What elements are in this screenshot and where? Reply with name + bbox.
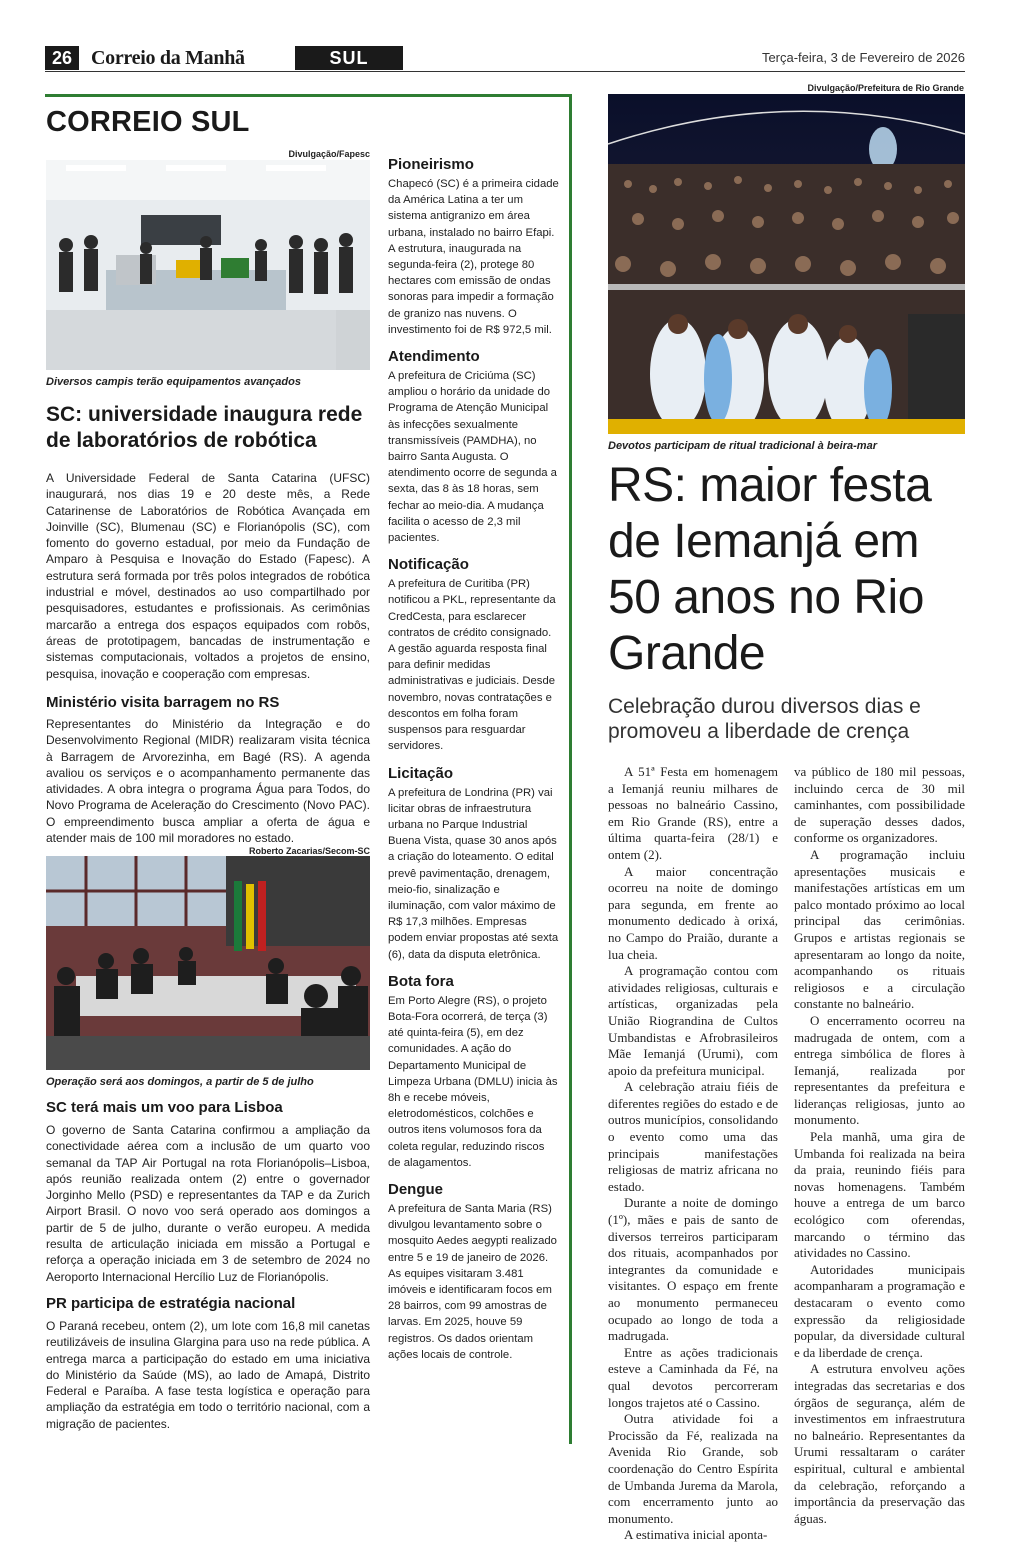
- story-title: PR participa de estratégia nacional: [46, 1295, 296, 1312]
- story-body: A Universidade Federal de Santa Catarina (UFSC) inaugurará, nos dias 19 e 20 deste mês, a Rede Catarinense de Laboratórios de Robótica Avançada em Joinville (SC), Blumenau (SC) e Florianópolis (SC), com fomento do governo estadual, por meio da Fundação de Amparo à Pesquisa e Inovação do Estado (Fapesc). A estrutura será formada por três polos integrados de robótica industrial e móvel, destinados ao uso compartilhado por pesquisadores, estudantes e profissionais. As cerimônias marcarão a entrega dos espaços equipados com robôs, áreas de prototipagem, bancadas de instrumentação e sistemas computacionais, voltados a projetos de ensino, pesquisa, inovação e cooperação com empresas.: [46, 471, 370, 681]
- newspaper-name: Correio da Manhã: [91, 47, 245, 69]
- story-body: Representantes do Ministério da Integração e do Desenvolvimento Regional (MIDR) realizaram visita técnica à Barragem de Arvorezinha, em Bagé (RS). A agenda avaliou os serviços e o acompanhamento permanente das atividades. A obra integra o programa Água para Todos, do Novo Programa de Aceleração do Crescimento (Novo PAC). O empreendimento busca ampliar a oferta de água e atender mais de 100 mil moradores no estado.: [46, 717, 370, 846]
- meeting-photo: [46, 856, 370, 1070]
- paragraph: A programação contou com atividades religiosas, culturais e artísticas, organizadas pela União Riograndina de Cultos Umbandistas e Afrobrasileiros Mãe Iemanjá (Urumi), com apoio da prefeitura municipal.: [608, 963, 778, 1078]
- photo-caption: Devotos participam de ritual tradicional à beira-mar: [608, 440, 877, 452]
- section-kicker: CORREIO SUL: [46, 106, 250, 138]
- brief-body: A prefeitura de Londrina (PR) vai licitar obras de infraestrutura urbana no Parque Industrial Buena Vista, quase 30 anos após a criação do loteamento. O edital prevê pavimentação, drenagem, meio-fio, sinalização e iluminação, com valor máximo de R$ 17,3 milhões. Empresas podem enviar propostas até sexta (6), data da disputa eletrônica.: [388, 786, 559, 961]
- paragraph: Outra atividade foi a Procissão da Fé, realizada na Avenida Rio Grande, sob coordenação do Centro Espírita de Umbanda Jurema da Marola, com encerramento junto ao monumento.: [608, 1411, 778, 1526]
- photo-caption: Operação será aos domingos, a partir de 5 de julho: [46, 1076, 314, 1088]
- brief-title: Pioneirismo: [388, 156, 474, 173]
- brief-title: Atendimento: [388, 348, 480, 366]
- brief-body: A prefeitura de Santa Maria (RS) divulgou levantamento sobre o mosquito Aedes aegypti realizado entre 5 e 19 de janeiro de 2026. As equipes visitaram 3.481 imóveis e identificaram focos em 28 bairros, com 99 amostras de larvas. Em 2025, houve 59 registros. Os dados orientam ações locais de controle.: [388, 1202, 557, 1361]
- robotics-lab-photo: [46, 160, 370, 370]
- brief-body: A prefeitura de Criciúma (SC) ampliou o horário da unidade do Programa de Atenção Municipal às infecções sexualmente transmissíveis (PAMDHA), no bairro Santa Augusta. O atendimento ocorre de segunda a sexta, das 8 às 18 horas, sem fechar ao meio-dia. A mudança facilita o acesso de 2,3 mil pacientes.: [388, 370, 557, 545]
- story-body: O Paraná recebeu, ontem (2), um lote com 16,8 mil canetas reutilizáveis de insulina Glargina para uso na rede pública. A entrega marca a participação do estado em uma iniciativa do Ministério da Saúde (MS), ao lado de Amapá, Distrito Federal e Paraíba. A fase testa logística e operação para ampliação da estratégia em todo o território nacional, com a migração de pacientes.: [46, 1319, 370, 1431]
- paragraph: A estimativa inicial aponta-: [624, 1527, 768, 1543]
- brief-body: Chapecó (SC) é a primeira cidade da América Latina a ter um sistema antigranizo em área urbana, instalado no bairro Efapi. A estrutura, inaugurada na segunda-feira (2), protege 80 hectares com emissão de ondas sonoras para impedir a formação de granizo nas nuvens. O investimento foi de R$ 972,5 mil.: [388, 178, 559, 336]
- main-story-column-2: [794, 764, 965, 1527]
- page-header: [45, 46, 965, 72]
- paragraph: Durante a noite de domingo (1º), mães e pais de santo de diversos terreiros participaram dos rituais, acompanhados por integrantes da comunidade e visitantes. O espaço em frente ao monumento permaneceu ocupado ao longo de toda a madrugada.: [608, 1195, 778, 1344]
- paragraph: Entre as ações tradicionais esteve a Caminhada da Fé, na qual devotos percorreram longos trajetos até o Cassino.: [608, 1344, 778, 1410]
- brief-title: Dengue: [388, 1180, 444, 1198]
- issue-date: Terça-feira, 3 de Fevereiro de 2026: [761, 50, 965, 65]
- main-story-column-1: [608, 764, 778, 1544]
- paragraph: A maior concentração ocorreu na noite de domingo para segunda, em frente ao monumento dedicado à orixá, no Campo do Praião, durante a lua cheia.: [608, 863, 778, 962]
- section-rule: [45, 94, 571, 97]
- paragraph: va público de 180 mil pessoas, incluindo cerca de 30 mil caminhantes, com possibilidade de superação desses dados, conforme os organizadores.: [794, 764, 965, 846]
- brief-body: Em Porto Alegre (RS), o projeto Bota-Fora ocorrerá, de terça (3) até quinta-feira (5), em dez comunidades. A ação do Departamento Municipal de Limpeza Urbana (DMLU) inicia às 8h e recebe móveis, eletrodomésticos, colchões e outros itens volumosos fora da coleta regular, reduzindo riscos de alagamentos.: [388, 994, 558, 1169]
- brief-title: Bota fora: [388, 972, 454, 990]
- story-title: Ministério visita barragem no RS: [46, 694, 280, 711]
- photo-caption: Diversos campis terão equipamentos avançados: [46, 376, 301, 388]
- photo-credit: Divulgação/Prefeitura de Rio Grande: [807, 83, 964, 93]
- briefs-column: [388, 156, 560, 1363]
- brief-title: Licitação: [388, 764, 454, 782]
- main-headline: RS: maior festa de Iemanjá em 50 anos no Rio Grande: [608, 459, 932, 680]
- story-body: O governo de Santa Catarina confirmou a ampliação da conectividade aérea com a inclusão de um quarto voo semanal da TAP Air Portugal na rota Florianópolis–Lisboa, após reunião realizada ontem (2) entre o governador Jorginho Mello (PSD) e representantes da TAP e da Zurich Airport Brasil. O novo voo será operado aos domingos a partir de 5 de julho, durante o verão europeu. A medida resulta de articulação iniciada em missão a Portugal e reforça a operação iniciada em 3 de setembro de 2024 no Aeroporto Internacional Hercílio Luz de Florianópolis.: [46, 1123, 370, 1284]
- brief-title: Notificação: [388, 556, 469, 574]
- section-divider: [569, 94, 572, 1444]
- photo-credit: Roberto Zacarias/Secom-SC: [248, 846, 370, 856]
- story-title: SC: universidade inaugura rede de laboratórios de robótica: [46, 403, 363, 453]
- paragraph: A 51ª Festa em homenagem a Iemanjá reuniu milhares de pessoas no balneário Cassino, em Rio Grande (RS), entre a última quarta-feira (28/1) e ontem (2).: [608, 764, 778, 862]
- brief-body: A prefeitura de Curitiba (PR) notificou a PKL, representante da CredCesta, para esclarecer contratos de crédito consignado. A gestão aguarda resposta final para definir medidas administrativas e judiciais. Desde novembro, novas contratações e descontos em folha foram suspensos para resguardar servidores.: [388, 578, 556, 753]
- paragraph: A celebração atraiu fiéis de diferentes regiões do estado e de outros municípios, consolidando o evento como uma das principais manifestações religiosas de matriz africana no estado.: [608, 1079, 778, 1194]
- paragraph: A estrutura envolveu ações integradas das secretarias e dos órgãos de segurança, além de investimentos em infraestrutura no balneário. Representantes da Urumi ressaltaram o caráter espiritual, cultural e ambiental da celebração, reforçando a importância da preservação das águas.: [794, 1361, 965, 1526]
- main-deck: Celebração durou diversos dias e promoveu a liberdade de crença: [608, 695, 921, 743]
- paragraph: Pela manhã, uma gira de Umbanda foi realizada na beira da praia, reunindo fiéis para novas homenagens. Também houve a entrega de um barco ecológico com oferendas, marcando o término das atividades no Cassino.: [794, 1129, 965, 1261]
- story-title: SC terá mais um voo para Lisboa: [46, 1099, 283, 1116]
- photo-credit: Divulgação/Fapesc: [288, 149, 370, 159]
- page-number: 26: [45, 46, 79, 70]
- iemanja-festival-photo: [608, 94, 965, 434]
- paragraph: A programação incluiu apresentações musicais e manifestações artísticas em um palco montado próximo ao local principal das cerimônias. Grupos e artistas regionais se apresentaram ao longo da noite, acompanhando os rituais religiosos e a circulação constante no balneário.: [794, 846, 965, 1012]
- section-tag: SUL: [295, 46, 403, 70]
- paragraph: O encerramento ocorreu na madrugada de ontem, com a entrega simbólica de flores à Iemanjá, realizada por representantes da prefeitura e lideranças religiosas, junto ao monumento.: [794, 1012, 965, 1128]
- paragraph: Autoridades municipais acompanharam a programação e destacaram o evento como expressão da religiosidade popular, da diversidade cultural e da liberdade de crença.: [794, 1261, 965, 1360]
